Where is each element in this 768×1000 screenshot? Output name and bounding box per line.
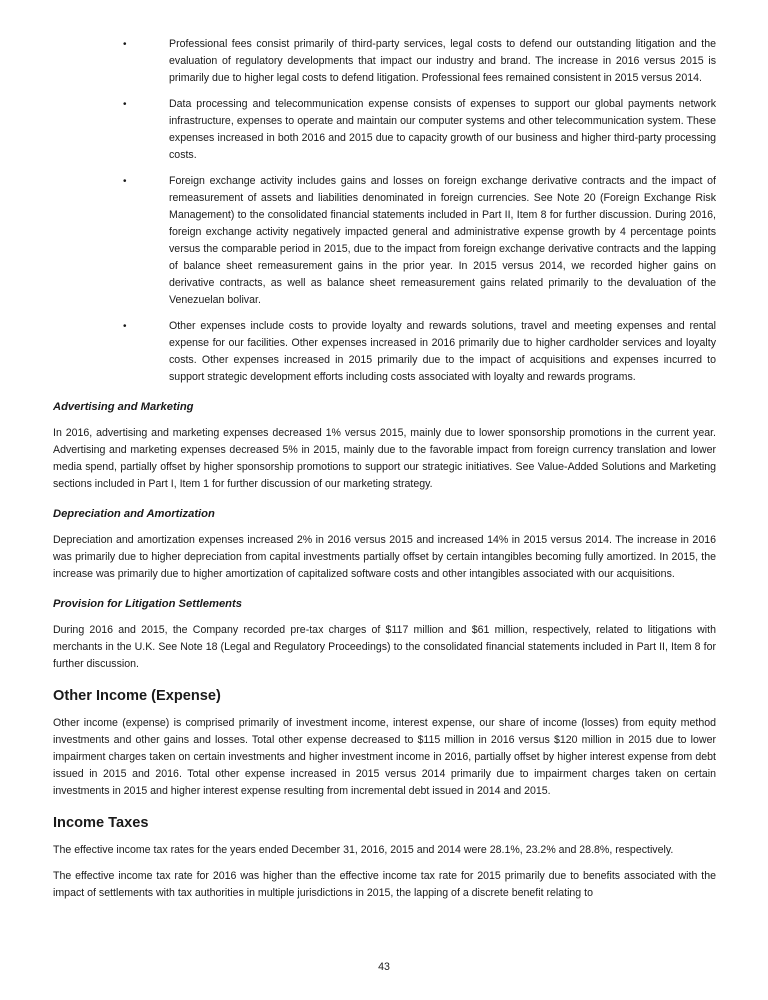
section-provision-for-litigation-settlements — [53, 596, 716, 673]
bullet-item-data-processing — [53, 96, 716, 164]
page-footer — [0, 959, 768, 976]
section-income-taxes — [53, 815, 716, 902]
bullet-item-foreign-exchange — [53, 173, 716, 309]
section-advertising-and-marketing — [53, 399, 716, 493]
paragraph: The effective income tax rates for the years ended December 31, 2016, 2015 and 2014 were 28.1%, 23.2% and 28.8%, respectively. — [53, 844, 674, 856]
paragraph: The effective income tax rate for 2016 was higher than the effective income tax rate for 2015 primarily due to benefits associated with the impact of settlements with tax authorities in multiple jurisdictions in 2015, the lapping of a discrete benefit relating to — [53, 870, 716, 899]
bullet-icon: • — [123, 321, 127, 332]
section-heading: Advertising and Marketing — [53, 401, 194, 413]
bullet-text: Foreign exchange activity includes gains and losses on foreign exchange derivative contracts and the impact of remeasurement of assets and liabilities denominated in foreign currencies. See Note 20 (Foreign Exchange Risk Management) to the consolidated financial statements included in Part II, Item 8 for further discussion. During 2016, foreign exchange activity negatively impacted general and administrative expense growth by 4 percentage points versus the comparable period in 2015, due to the impact from foreign exchange derivative contracts and the lapping of balance sheet remeasurement gains in the prior year. In 2015 versus 2014, we recorded higher gains on derivative contracts, as well as balance sheet remeasurement gains related primarily to the devaluation of the Venezuelan bolivar. — [169, 175, 716, 306]
section-heading: Depreciation and Amortization — [53, 508, 215, 520]
page-number: 43 — [378, 961, 390, 973]
bullet-item-other-expenses — [53, 318, 716, 386]
bullet-item-professional-fees — [53, 36, 716, 87]
section-heading: Provision for Litigation Settlements — [53, 598, 242, 610]
paragraph: In 2016, advertising and marketing expenses decreased 1% versus 2015, mainly due to lower sponsorship promotions in the current year. Advertising and marketing expenses decreased 5% in 2015, mainly due to the favorable impact from foreign currency translation and lower media spend, partially offset by higher sponsorship promotions to support our strategic initiatives. See Value-Added Solutions and Marketing sections included in Part I, Item 1 for further discussion of our marketing strategy. — [53, 427, 716, 490]
bullet-icon: • — [123, 39, 127, 50]
bullet-list — [53, 36, 716, 386]
bullet-icon: • — [123, 176, 127, 187]
bullet-text: Data processing and telecommunication expense consists of expenses to support our global payments network infrastructure, expenses to operate and maintain our computer systems and other telecommunication system. These expenses increased in both 2016 and 2015 due to capacity growth of our business and higher third-party processing costs. — [169, 98, 716, 161]
bullet-text: Professional fees consist primarily of third-party services, legal costs to defend our outstanding litigation and the evaluation of regulatory developments that impact our industry and brand. The increase in 2016 versus 2015 is primarily due to higher legal costs to defend litigation. Professional fees remained consistent in 2015 versus 2014. — [169, 38, 716, 84]
section-other-income-expense — [53, 688, 716, 800]
section-heading: Other Income (Expense) — [53, 688, 221, 704]
bullet-text: Other expenses include costs to provide loyalty and rewards solutions, travel and meeting expenses and rental expense for our facilities. Other expenses increased in 2016 primarily due to higher cardholder services and loyalty costs. Other expenses increased in 2015 primarily due to the impact of acquisitions and expenses incurred to support strategic development efforts including costs associated with loyalty and rewards programs. — [169, 320, 716, 383]
section-heading: Income Taxes — [53, 815, 149, 831]
bullet-icon: • — [123, 99, 127, 110]
section-depreciation-and-amortization — [53, 506, 716, 583]
paragraph: Other income (expense) is comprised primarily of investment income, interest expense, our share of income (losses) from equity method investments and other gains and losses. Total other expense decreased to $115 million in 2016 versus $120 million in 2015 due to lower impairment charges taken on certain investments and higher investment income in 2016, partially offset by higher interest expense from debt issued in 2015 and 2016. Total other expense increased in 2015 versus 2014 primarily due to impairment charges taken on certain investments in 2015 and higher interest expense resulting from incremental debt issued in 2014 and 2015. — [53, 717, 716, 797]
paragraph: During 2016 and 2015, the Company recorded pre-tax charges of $117 million and $61 million, respectively, related to litigations with merchants in the U.K. See Note 18 (Legal and Regulatory Proceedings) to the consolidated financial statements included in Part II, Item 8 for further discussion. — [53, 624, 716, 670]
paragraph: Depreciation and amortization expenses increased 2% in 2016 versus 2015 and increased 14% in 2015 versus 2014. The increase in 2016 was primarily due to higher depreciation from capital investments partially offset by certain intangibles becoming fully amortized. In 2015, the increase was primarily due to higher amortization of capitalized software costs and other intangibles associated with our acquisitions. — [53, 534, 716, 580]
